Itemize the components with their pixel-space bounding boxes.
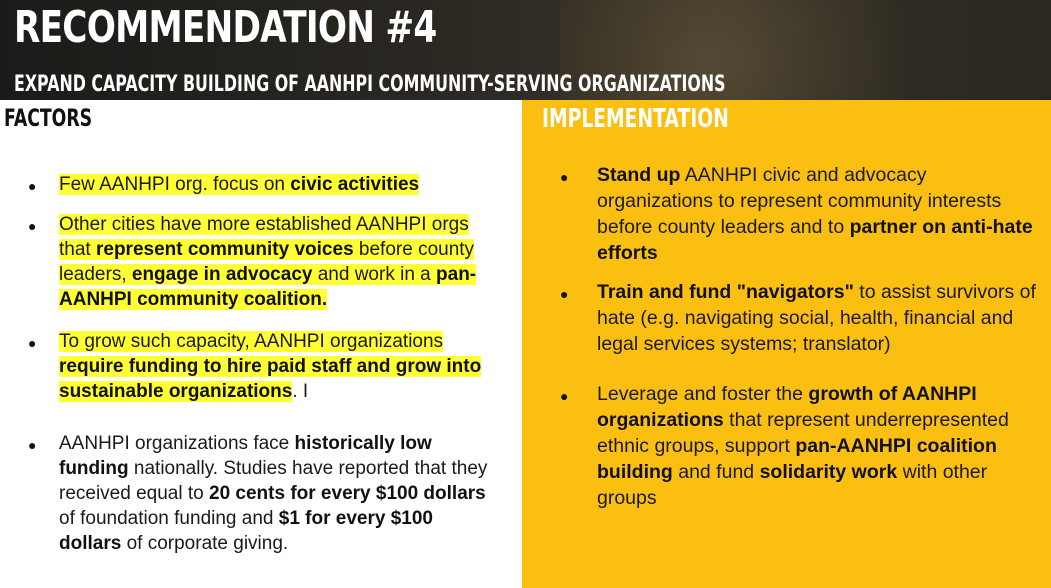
text-segment: of foundation funding and bbox=[59, 508, 279, 529]
implementation-item-text bbox=[597, 381, 1037, 511]
text-segment: require funding to hire paid staff and grow into sustainable organizations bbox=[59, 356, 482, 402]
factors-heading: FACTORS bbox=[4, 104, 93, 132]
text-segment: Other cities have more established AANHPI orgs that bbox=[59, 214, 469, 260]
text-segment: and fund bbox=[672, 461, 760, 483]
text-segment: $1 for every $100 dollars bbox=[59, 508, 433, 554]
text-segment: civic activities bbox=[290, 174, 420, 195]
factor-item-text bbox=[59, 172, 499, 197]
text-segment: Train and fund "navigators" bbox=[597, 281, 854, 303]
bullet-icon: ● bbox=[28, 335, 37, 351]
factor-item-text bbox=[59, 212, 499, 312]
bullet-icon: ● bbox=[28, 437, 37, 453]
bullet-icon: ● bbox=[560, 388, 569, 404]
bullet-icon: ● bbox=[560, 169, 569, 185]
text-segment: To grow such capacity, AANHPI organizations bbox=[59, 331, 444, 352]
implementation-heading: IMPLEMENTATION bbox=[542, 104, 729, 134]
text-segment: to assist survivors of hate (e.g. navigating social, health, financial and legal services systems; translator) bbox=[597, 281, 1036, 355]
highlight bbox=[59, 214, 476, 310]
text-segment: nationally. Studies have reported that they received equal to bbox=[59, 458, 488, 504]
text-segment: before county leaders, bbox=[59, 239, 475, 285]
text-segment: AANHPI organizations face bbox=[59, 433, 295, 454]
factor-item-text bbox=[59, 329, 499, 404]
text-segment: represent community voices bbox=[95, 239, 354, 260]
text-segment: Few AANHPI org. focus on bbox=[59, 174, 291, 195]
text-segment: growth of AANHPI organizations bbox=[597, 383, 977, 431]
text-segment: solidarity work bbox=[759, 461, 898, 483]
implementation-item-text bbox=[597, 162, 1037, 266]
implementation-item-text bbox=[597, 279, 1037, 357]
text-segment: engage in advocacy bbox=[131, 264, 313, 285]
implementation-panel bbox=[522, 100, 1051, 588]
text-segment: Leverage and foster the bbox=[597, 383, 809, 405]
text-segment: that represent underrepresented ethnic groups, support bbox=[597, 409, 1009, 457]
text-segment: partner on anti-hate efforts bbox=[597, 216, 1033, 264]
page-title: RECOMMENDATION #4 bbox=[14, 2, 437, 53]
bullet-icon: ● bbox=[28, 178, 37, 194]
highlight bbox=[59, 331, 481, 402]
text-segment: historically low funding bbox=[59, 433, 432, 479]
text-segment: of corporate giving. bbox=[121, 533, 289, 554]
text-segment: pan-AANHPI coalition building bbox=[597, 435, 997, 483]
text-segment: with other groups bbox=[597, 461, 988, 509]
header-banner bbox=[0, 0, 1051, 100]
bullet-icon: ● bbox=[28, 218, 37, 234]
text-segment: AANHPI civic and advocacy organizations to represent community interests before county leaders and to bbox=[597, 164, 1002, 238]
bullet-icon: ● bbox=[560, 286, 569, 302]
text-segment: 20 cents for every $100 dollars bbox=[209, 483, 486, 504]
highlight bbox=[59, 174, 419, 195]
text-segment: . I bbox=[292, 381, 309, 402]
text-segment: and work in a bbox=[312, 264, 437, 285]
text-segment: pan-AANHPI community coalition. bbox=[59, 264, 477, 310]
factor-item-text bbox=[59, 431, 499, 556]
page-subtitle: EXPAND CAPACITY BUILDING OF AANHPI COMMUNITY-SERVING ORGANIZATIONS bbox=[14, 72, 726, 97]
text-segment: Stand up bbox=[597, 164, 681, 186]
